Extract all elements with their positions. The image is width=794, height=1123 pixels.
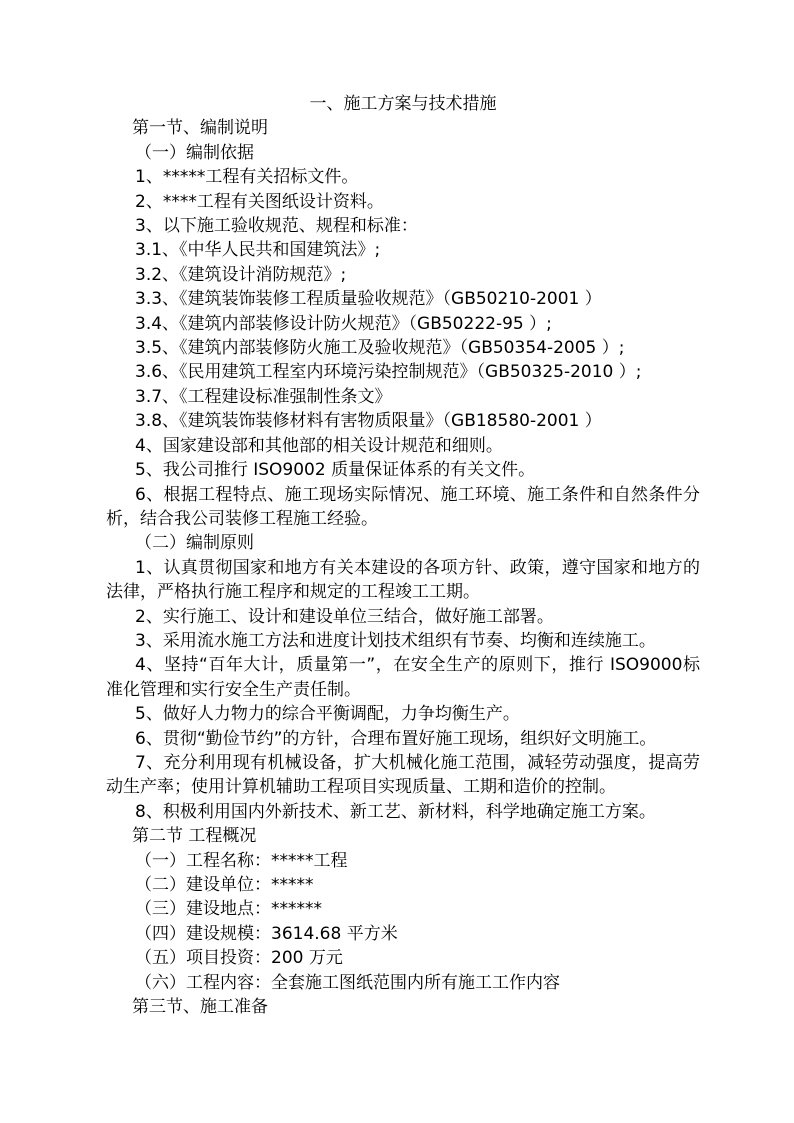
basis-item: 3.5、《建筑内部装修防火施工及验收规范》（GB50354-2005 ）; — [135, 338, 625, 359]
basis-item: 3.4、《建筑内部装修设计防火规范》（GB50222-95 ）; — [135, 313, 552, 334]
document-title: 一、施工方案与技术措施 — [309, 94, 497, 114]
basis-item: 3.6、《民用建筑工程室内环境污染控制规范》（GB50325-2010 ）; — [135, 362, 642, 383]
principle-item: 5、做好人力物力的综合平衡调配，力争均衡生产。 — [135, 704, 520, 725]
subsection-heading: （一）编制依据 — [135, 142, 254, 163]
principle-item: 8、积极利用国内外新技术、新工艺、新材料，科学地确定施工方案。 — [135, 801, 656, 822]
overview-item: （四）建设规模：3614.68 平方米 — [135, 923, 398, 944]
principle-item: 4、坚持“百年大计，质量第一”，在安全生产的原则下，推行 ISO9000标准化管理和实行安全生产责任制。 — [106, 655, 700, 700]
principle-item: 3、采用流水施工方法和进度计划技术组织有节奏、均衡和连续施工。 — [135, 630, 656, 651]
document-body — [106, 92, 700, 1019]
basis-item: 4、国家建设部和其他部的相关设计规范和细则。 — [135, 435, 503, 456]
basis-item: 6、根据工程特点、施工现场实际情况、施工环境、施工条件和自然条件分析，结合我公司装修工程施工经验。 — [106, 484, 700, 529]
principle-item: 1、认真贯彻国家和地方有关本建设的各项方针、政策，遵守国家和地方的法律，严格执行施工程序和规定的工程竣工工期。 — [106, 557, 700, 603]
basis-item: 3.7、《工程建设标准强制性条文》 — [135, 386, 392, 407]
section-heading: 第一节、编制说明 — [132, 118, 268, 139]
subsection-heading: （二）编制原则 — [135, 533, 254, 554]
basis-item: 3.2、《建筑设计消防规范》; — [135, 264, 347, 285]
overview-item: （三）建设地点：****** — [135, 899, 322, 920]
basis-item: 3.8、《建筑装饰装修材料有害物质限量》（GB18580-2001 ） — [135, 411, 602, 432]
basis-item: 3.1、《中华人民共和国建筑法》; — [135, 240, 381, 261]
overview-item: （六）工程内容：全套施工图纸范围内所有施工工作内容 — [135, 972, 560, 993]
principle-item: 7、充分利用现有机械设备，扩大机械化施工范围，减轻劳动强度，提高劳动生产率；使用计算机辅助工程项目实现质量、工期和造价的控制。 — [106, 752, 700, 798]
overview-item: （五）项目投资：200 万元 — [135, 948, 343, 969]
section-heading: 第二节 工程概况 — [132, 826, 257, 847]
section-heading: 第三节、施工准备 — [132, 997, 268, 1018]
basis-item: 3.3、《建筑装饰装修工程质量验收规范》（GB50210-2001 ） — [135, 289, 602, 310]
basis-item: 1、*****工程有关招标文件。 — [135, 167, 359, 188]
overview-item: （一）工程名称：*****工程 — [135, 850, 348, 871]
basis-item: 3、以下施工验收规范、规程和标准： — [135, 216, 418, 237]
principle-item: 2、实行施工、设计和建设单位三结合，做好施工部署。 — [135, 606, 554, 627]
basis-item: 5、我公司推行 ISO9002 质量保证体系的有关文件。 — [135, 460, 536, 481]
basis-item: 2、****工程有关图纸设计资料。 — [135, 191, 384, 212]
principle-item: 6、贯彻“勤俭节约”的方针，合理布置好施工现场，组织好文明施工。 — [135, 728, 657, 749]
overview-item: （二）建设单位：***** — [135, 875, 314, 895]
